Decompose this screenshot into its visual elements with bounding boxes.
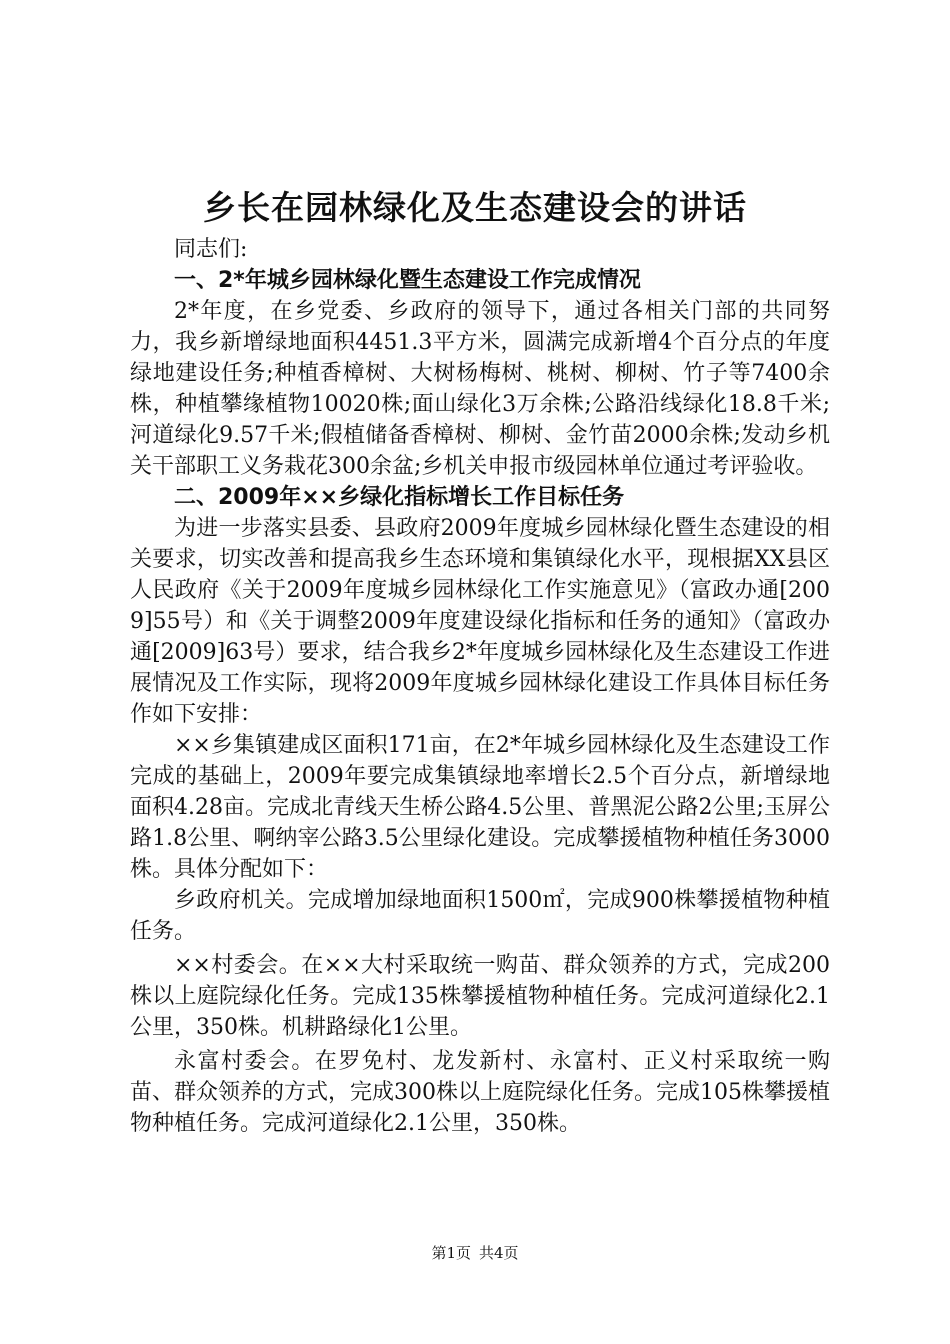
salutation: 同志们:	[174, 237, 248, 262]
body-paragraph: 永富村委会。在罗免村、龙发新村、永富村、正义村采取统一购苗、群众领养的方式，完成300株以上庭院绿化任务。完成105株攀援植物种植任务。完成河道绿化2.1公里，350株。	[130, 1049, 830, 1136]
section-heading-1: 一、2*年城乡园林绿化暨生态建设工作完成情况	[174, 268, 641, 293]
document-body	[130, 234, 830, 1139]
page-footer	[0, 1243, 950, 1263]
body-paragraph: 乡政府机关。完成增加绿地面积1500㎡，完成900株攀援植物种植任务。	[130, 888, 830, 944]
page-number: 第1页	[431, 1244, 471, 1262]
document-title: 乡长在园林绿化及生态建设会的讲话	[203, 188, 747, 227]
body-paragraph: ××乡集镇建成区面积171亩，在2*年城乡园林绿化及生态建设工作完成的基础上，2009年要完成集镇绿地率增长2.5个百分点，新增绿地面积4.28亩。完成北青线天生桥公路4.5公里、普黑泥公路2公里;玉屏公路1.8公里、啊纳宰公路3.5公里绿化建设。完成攀援植物种植任务3000株。具体分配如下：	[130, 733, 830, 882]
section-heading-2: 二、2009年××乡绿化指标增长工作目标任务	[174, 485, 625, 510]
body-paragraph: ××村委会。在××大村采取统一购苗、群众领养的方式，完成200株以上庭院绿化任务。完成135株攀援植物种植任务。完成河道绿化2.1公里，350株。机耕路绿化1公里。	[130, 953, 830, 1040]
page-total: 共4页	[479, 1244, 519, 1262]
body-paragraph: 2*年度，在乡党委、乡政府的领导下，通过各相关门部的共同努力，我乡新增绿地面积4451.3平方米，圆满完成新增4个百分点的年度绿地建设任务;种植香樟树、大树杨梅树、桃树、柳树、竹子等7400余株，种植攀缘植物10020株;面山绿化3万余株;公路沿线绿化18.8千米;河道绿化9.57千米;假植储备香樟树、柳树、金竹苗2000余株;发动乡机关干部职工义务栽花300余盆;乡机关申报市级园林单位通过考评验收。	[130, 299, 830, 479]
body-paragraph: 为进一步落实县委、县政府2009年度城乡园林绿化暨生态建设的相关要求，切实改善和提高我乡生态环境和集镇绿化水平，现根据XX县区人民政府《关于2009年度城乡园林绿化工作实施意见》（富政办通[2009]55号）和《关于调整2009年度建设绿化指标和任务的通知》（富政办通[2009]63号）要求，结合我乡2*年度城乡园林绿化及生态建设工作进展情况及工作实际，现将2009年度城乡园林绿化建设工作具体目标任务作如下安排：	[130, 516, 830, 727]
